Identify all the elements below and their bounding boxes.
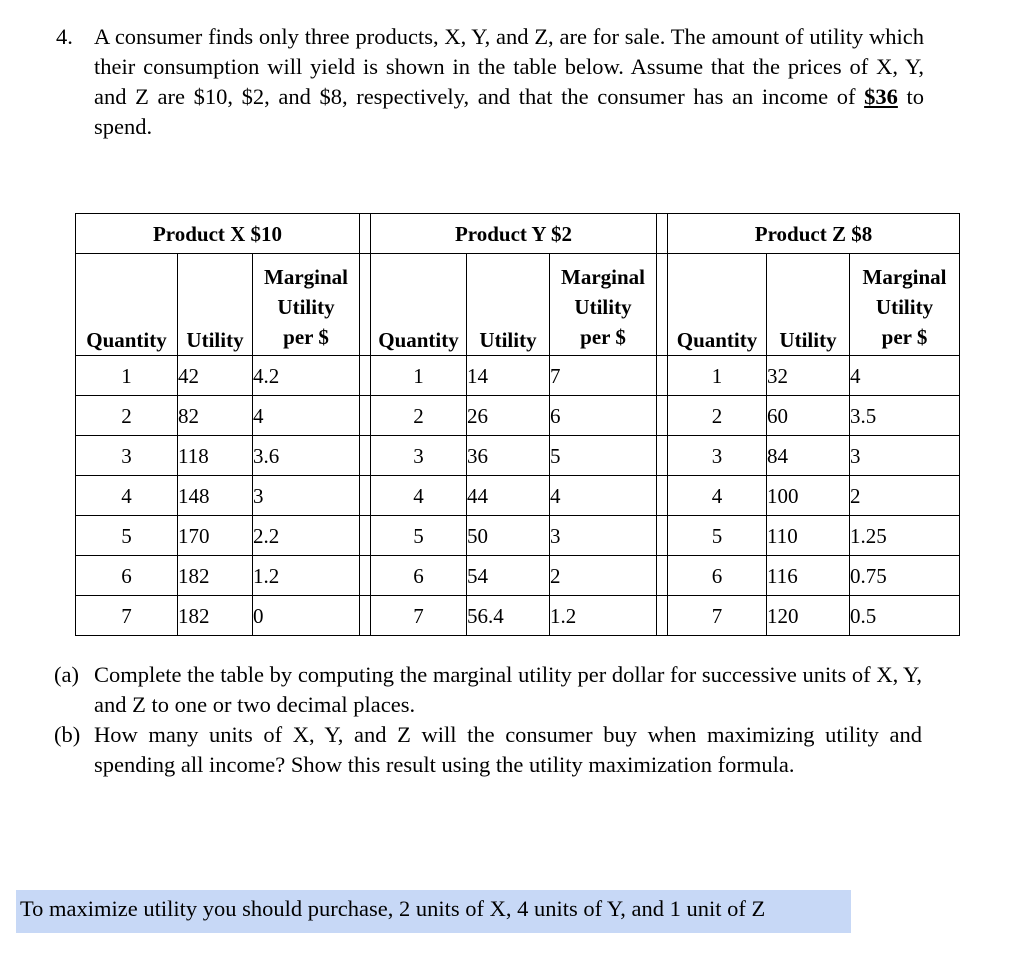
product-x-mu-per-dollar-cell: 4.2	[253, 356, 360, 396]
product-y-mu-per-dollar-cell: 6	[550, 396, 657, 436]
product-x-quantity-cell: 5	[76, 516, 178, 556]
product-x-mu-per-dollar-cell: 1.2	[253, 556, 360, 596]
product-z-utility-header: Utility	[767, 254, 850, 356]
product-z-mu-per-dollar-cell: 0.5	[850, 596, 960, 636]
product-z-quantity-cell: 5	[668, 516, 767, 556]
product-x-utility-cell: 82	[178, 396, 253, 436]
product-z-mu-per-dollar-cell: 2	[850, 476, 960, 516]
product-x-quantity-cell: 2	[76, 396, 178, 436]
product-y-utility-cell: 36	[467, 436, 550, 476]
product-x-quantity-cell: 7	[76, 596, 178, 636]
product-x-utility-cell: 182	[178, 556, 253, 596]
part-a	[56, 660, 922, 720]
mu-header-line: Marginal	[561, 265, 645, 289]
product-x-mu-per-dollar-cell: 4	[253, 396, 360, 436]
product-y-utility-header: Utility	[467, 254, 550, 356]
product-z-utility-cell: 60	[767, 396, 850, 436]
part-b	[56, 720, 922, 780]
product-z-utility-cell: 120	[767, 596, 850, 636]
product-x-utility-cell: 182	[178, 596, 253, 636]
table-row	[76, 476, 960, 516]
product-y-mu-header	[550, 254, 657, 356]
product-y-mu-per-dollar-cell: 5	[550, 436, 657, 476]
product-z-mu-per-dollar-cell: 1.25	[850, 516, 960, 556]
product-y-mu-per-dollar-cell: 7	[550, 356, 657, 396]
product-y-quantity-cell: 7	[371, 596, 467, 636]
product-z-utility-cell: 116	[767, 556, 850, 596]
product-x-mu-per-dollar-cell: 2.2	[253, 516, 360, 556]
product-z-mu-per-dollar-cell: 3	[850, 436, 960, 476]
column-divider	[657, 596, 668, 636]
part-a-text: Complete the table by computing the marginal utility per dollar for successive units of X, Y, and Z to one or two decimal places.	[94, 662, 922, 717]
product-y-utility-cell: 14	[467, 356, 550, 396]
mu-header-line: Marginal	[862, 265, 947, 289]
product-z-mu-per-dollar-cell: 3.5	[850, 396, 960, 436]
column-divider	[360, 396, 371, 436]
product-x-mu-per-dollar-cell: 3	[253, 476, 360, 516]
product-z-quantity-header: Quantity	[668, 254, 767, 356]
product-x-mu-per-dollar-cell: 0	[253, 596, 360, 636]
product-x-quantity-cell: 4	[76, 476, 178, 516]
product-x-mu-header	[253, 254, 360, 356]
product-z-quantity-cell: 4	[668, 476, 767, 516]
product-z-utility-cell: 32	[767, 356, 850, 396]
product-z-mu-per-dollar-cell: 0.75	[850, 556, 960, 596]
product-z-mu-per-dollar-cell: 4	[850, 356, 960, 396]
table-row	[76, 436, 960, 476]
product-y-mu-per-dollar-cell: 3	[550, 516, 657, 556]
product-y-mu-per-dollar-cell: 4	[550, 476, 657, 516]
product-x-mu-per-dollar-cell: 3.6	[253, 436, 360, 476]
question-number: 4.	[56, 24, 73, 49]
product-z-quantity-cell: 1	[668, 356, 767, 396]
product-y-utility-cell: 50	[467, 516, 550, 556]
column-divider	[657, 254, 668, 356]
product-x-utility-cell: 118	[178, 436, 253, 476]
product-y-utility-cell: 54	[467, 556, 550, 596]
column-divider	[657, 556, 668, 596]
column-header-row	[76, 254, 960, 356]
column-divider	[657, 516, 668, 556]
product-y-quantity-cell: 3	[371, 436, 467, 476]
product-z-utility-cell: 84	[767, 436, 850, 476]
product-y-quantity-cell: 2	[371, 396, 467, 436]
product-y-mu-per-dollar-cell: 2	[550, 556, 657, 596]
product-x-quantity-cell: 1	[76, 356, 178, 396]
product-x-quantity-cell: 6	[76, 556, 178, 596]
column-divider	[657, 214, 668, 254]
column-divider	[360, 436, 371, 476]
product-x-utility-cell: 170	[178, 516, 253, 556]
utility-table	[75, 213, 960, 636]
product-x-utility-header: Utility	[178, 254, 253, 356]
product-y-utility-cell: 26	[467, 396, 550, 436]
question-text-before: A consumer finds only three products, X, Y, and Z, are for sale. The amount of utility which their consumption will yield is shown in the table below. Assume that the prices of X, Y, and Z are $10, $2, and $8, respectively, and that the consumer has an income of	[94, 24, 924, 109]
product-z-quantity-cell: 3	[668, 436, 767, 476]
column-divider	[360, 596, 371, 636]
question-text-after: to spend.	[94, 84, 924, 139]
table-row	[76, 516, 960, 556]
mu-header-line: per $	[580, 325, 626, 349]
column-divider	[360, 214, 371, 254]
part-b-label: (b)	[54, 722, 81, 747]
column-divider	[657, 356, 668, 396]
product-z-utility-cell: 110	[767, 516, 850, 556]
highlighted-answer: To maximize utility you should purchase, 2 units of X, 4 units of Y, and 1 unit of Z	[16, 890, 851, 933]
product-y-quantity-cell: 5	[371, 516, 467, 556]
product-z-mu-header	[850, 254, 960, 356]
part-a-label: (a)	[54, 662, 79, 687]
product-z-utility-cell: 100	[767, 476, 850, 516]
product-x-utility-cell: 148	[178, 476, 253, 516]
part-b-text: How many units of X, Y, and Z will the consumer buy when maximizing utility and spending all income? Show this result using the utility maximization formula.	[94, 722, 922, 777]
question-parts	[56, 660, 922, 780]
column-divider	[360, 476, 371, 516]
mu-header-line: Utility	[875, 295, 934, 319]
column-divider	[657, 476, 668, 516]
product-y-title: Product Y $2	[371, 214, 657, 254]
question-4	[56, 22, 924, 142]
product-y-mu-per-dollar-cell: 1.2	[550, 596, 657, 636]
product-z-title: Product Z $8	[668, 214, 960, 254]
column-divider	[360, 516, 371, 556]
question-text	[94, 22, 924, 142]
column-divider	[360, 254, 371, 356]
column-divider	[657, 396, 668, 436]
product-x-title: Product X $10	[76, 214, 360, 254]
product-y-quantity-cell: 1	[371, 356, 467, 396]
product-y-quantity-cell: 6	[371, 556, 467, 596]
product-y-quantity-header: Quantity	[371, 254, 467, 356]
product-title-row	[76, 214, 960, 254]
mu-header-line: Utility	[574, 295, 632, 319]
product-y-utility-cell: 56.4	[467, 596, 550, 636]
product-x-quantity-cell: 3	[76, 436, 178, 476]
product-z-quantity-cell: 2	[668, 396, 767, 436]
income-amount: $36	[864, 84, 898, 109]
product-y-quantity-cell: 4	[371, 476, 467, 516]
product-x-utility-cell: 42	[178, 356, 253, 396]
product-x-quantity-header: Quantity	[76, 254, 178, 356]
column-divider	[360, 556, 371, 596]
table-row	[76, 356, 960, 396]
table-row	[76, 396, 960, 436]
product-z-quantity-cell: 7	[668, 596, 767, 636]
column-divider	[657, 436, 668, 476]
mu-header-line: per $	[881, 325, 928, 349]
product-z-quantity-cell: 6	[668, 556, 767, 596]
mu-header-line: Marginal	[264, 265, 348, 289]
column-divider	[360, 356, 371, 396]
table-row	[76, 556, 960, 596]
mu-header-line: per $	[283, 325, 329, 349]
product-y-utility-cell: 44	[467, 476, 550, 516]
mu-header-line: Utility	[277, 295, 335, 319]
table-row	[76, 596, 960, 636]
